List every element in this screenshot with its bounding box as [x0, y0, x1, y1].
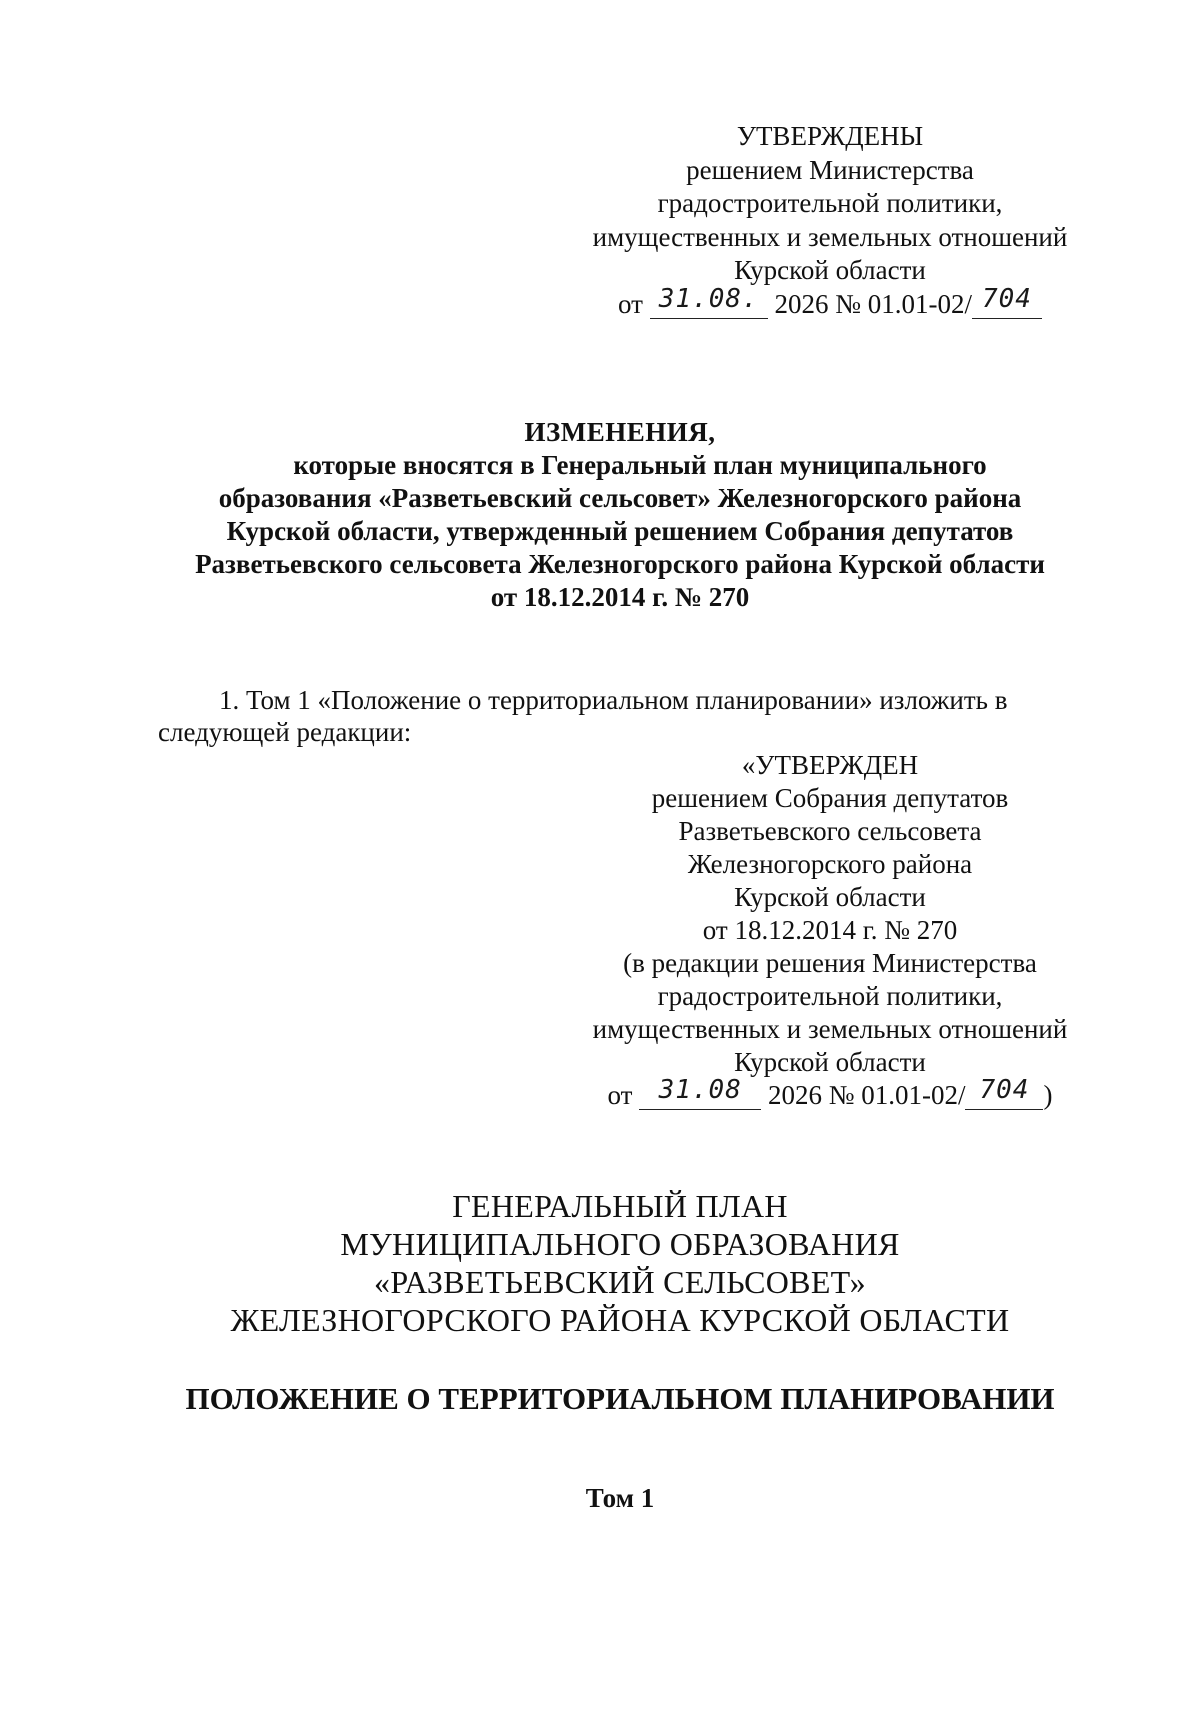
approval-stamp [560, 120, 1100, 321]
volume-label: Том 1 [585, 1483, 655, 1513]
quote-number-handwritten: 704 [979, 1075, 1030, 1105]
paragraph-line-1: 1. Том 1 «Положение о территориальном планировании» изложить в [219, 685, 1008, 715]
approval-title: УТВЕРЖДЕНЫ [736, 121, 924, 151]
approval-line-4: Курской области [734, 255, 926, 285]
approval-number-handwritten: 704 [982, 283, 1032, 314]
quote-line-8: имущественных и земельных отношений [592, 1014, 1068, 1044]
approval-date-middle: 2026 № 01.01-02/ [774, 288, 972, 319]
quote-date-line [560, 1075, 1100, 1112]
approval-line-1: решением Министерства [686, 154, 974, 185]
heading-line-5: от 18.12.2014 г. № 270 [490, 582, 750, 612]
approval-date-line [560, 283, 1100, 322]
quote-line-9: Курской области [734, 1047, 926, 1077]
quote-line-5: от 18.12.2014 г. № 270 [702, 915, 958, 945]
quoted-approval-block [560, 749, 1100, 1112]
approval-date-blank [650, 283, 768, 319]
plan-line-3: «РАЗВЕТЬЕВСКИЙ СЕЛЬСОВЕТ» [374, 1264, 866, 1300]
changes-heading [150, 416, 1090, 614]
quote-date-middle: 2026 № 01.01-02/ [767, 1080, 966, 1110]
heading-line-3: Курской области, утвержденный решением Собрания депутатов [226, 516, 1014, 546]
approval-date-prefix: от [618, 288, 643, 319]
general-plan-title [150, 1187, 1090, 1339]
plan-line-2: МУНИЦИПАЛЬНОГО ОБРАЗОВАНИЯ [340, 1226, 900, 1262]
heading-line-4: Разветьевского сельсовета Железногорского района Курской области [195, 549, 1045, 579]
plan-line-4: ЖЕЛЕЗНОГОРСКОГО РАЙОНА КУРСКОЙ ОБЛАСТИ [230, 1302, 1010, 1338]
quote-line-3: Железногорского района [687, 849, 973, 879]
quote-line-4: Курской области [734, 882, 926, 912]
heading-title: ИЗМЕНЕНИЯ, [524, 417, 716, 447]
quote-date-prefix: от [607, 1080, 633, 1110]
approval-line-2: градостроительной политики, [657, 188, 1003, 218]
quote-line-7: градостроительной политики, [657, 981, 1003, 1011]
quote-date-handwritten: 31.08 [658, 1075, 742, 1105]
approval-line-3: имущественных и земельных отношений [592, 221, 1068, 252]
item-1-paragraph [158, 684, 1095, 748]
approval-date-handwritten: 31.08. [658, 283, 759, 314]
heading-line-2: образования «Разветьевский сельсовет» Железногорского района [218, 483, 1022, 513]
plan-line-1: ГЕНЕРАЛЬНЫЙ ПЛАН [452, 1188, 788, 1224]
quote-date-suffix: ) [1043, 1080, 1053, 1110]
heading-line-1: которые вносятся в Генеральный план муниципального [293, 450, 987, 480]
approval-number-blank [972, 283, 1042, 319]
quote-date-blank [639, 1075, 761, 1110]
quote-title: «УТВЕРЖДЕН [741, 750, 919, 780]
quote-line-1: решением Собрания депутатов [651, 783, 1009, 813]
document-subtitle: ПОЛОЖЕНИЕ О ТЕРРИТОРИАЛЬНОМ ПЛАНИРОВАНИИ [185, 1381, 1055, 1416]
paragraph-line-2: следующей редакции: [158, 717, 412, 747]
quote-number-blank [965, 1075, 1043, 1110]
quote-line-6: (в редакции решения Министерства [623, 948, 1037, 978]
quote-line-2: Разветьевского сельсовета [678, 816, 982, 846]
